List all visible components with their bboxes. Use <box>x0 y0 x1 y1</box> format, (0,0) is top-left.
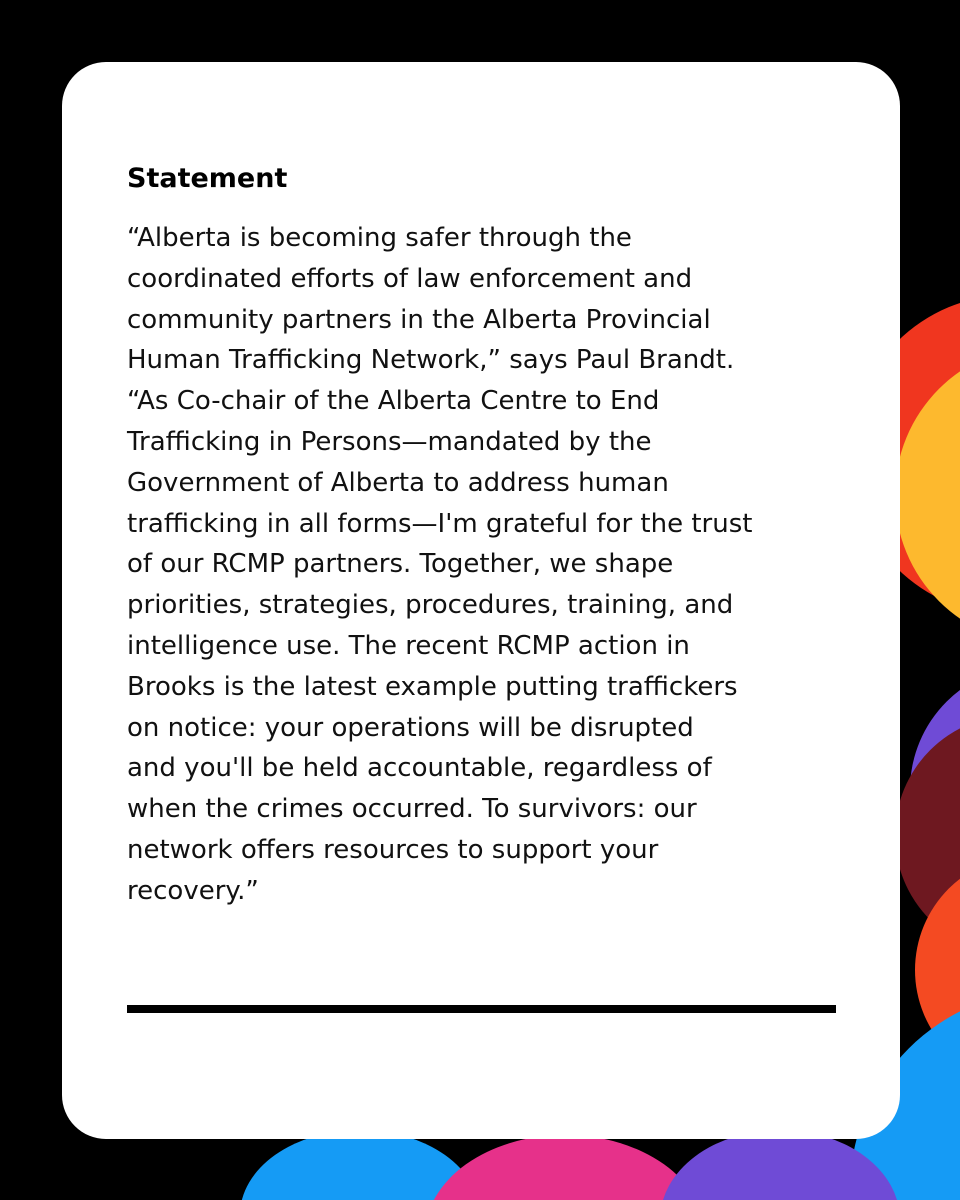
quote-line: intelligence use. The recent RCMP action in <box>127 630 690 661</box>
quote-line: Human Trafficking Network,” says Paul Brandt. <box>127 345 735 376</box>
statement-quote <box>127 218 842 912</box>
quote-line: trafficking in all forms—I'm grateful for the trust <box>127 508 753 539</box>
quote-line: Government of Alberta to address human <box>127 467 669 498</box>
quote-line: when the crimes occurred. To survivors: our <box>127 794 697 825</box>
quote-line: recovery.” <box>127 875 259 906</box>
divider-rule <box>127 1005 836 1013</box>
statement-card <box>62 62 900 1139</box>
quote-line: coordinated efforts of law enforcement and <box>127 263 693 294</box>
quote-line: Brooks is the latest example putting traffickers <box>127 671 738 702</box>
quote-line: “Alberta is becoming safer through the <box>127 223 632 253</box>
pink-shape-bottom <box>425 1135 705 1200</box>
quote-line: network offers resources to support your <box>127 834 659 865</box>
quote-line: “As Co-chair of the Alberta Centre to End <box>127 386 660 417</box>
statement-heading: Statement <box>127 163 288 194</box>
quote-line: of our RCMP partners. Together, we shape <box>127 549 674 580</box>
quote-line: Trafficking in Persons—mandated by the <box>127 426 652 457</box>
quote-line: on notice: your operations will be disrupted <box>127 712 694 743</box>
quote-line: priorities, strategies, procedures, training, and <box>127 590 734 621</box>
quote-line: and you'll be held accountable, regardless of <box>127 753 712 784</box>
quote-line: community partners in the Alberta Provincial <box>127 304 711 335</box>
